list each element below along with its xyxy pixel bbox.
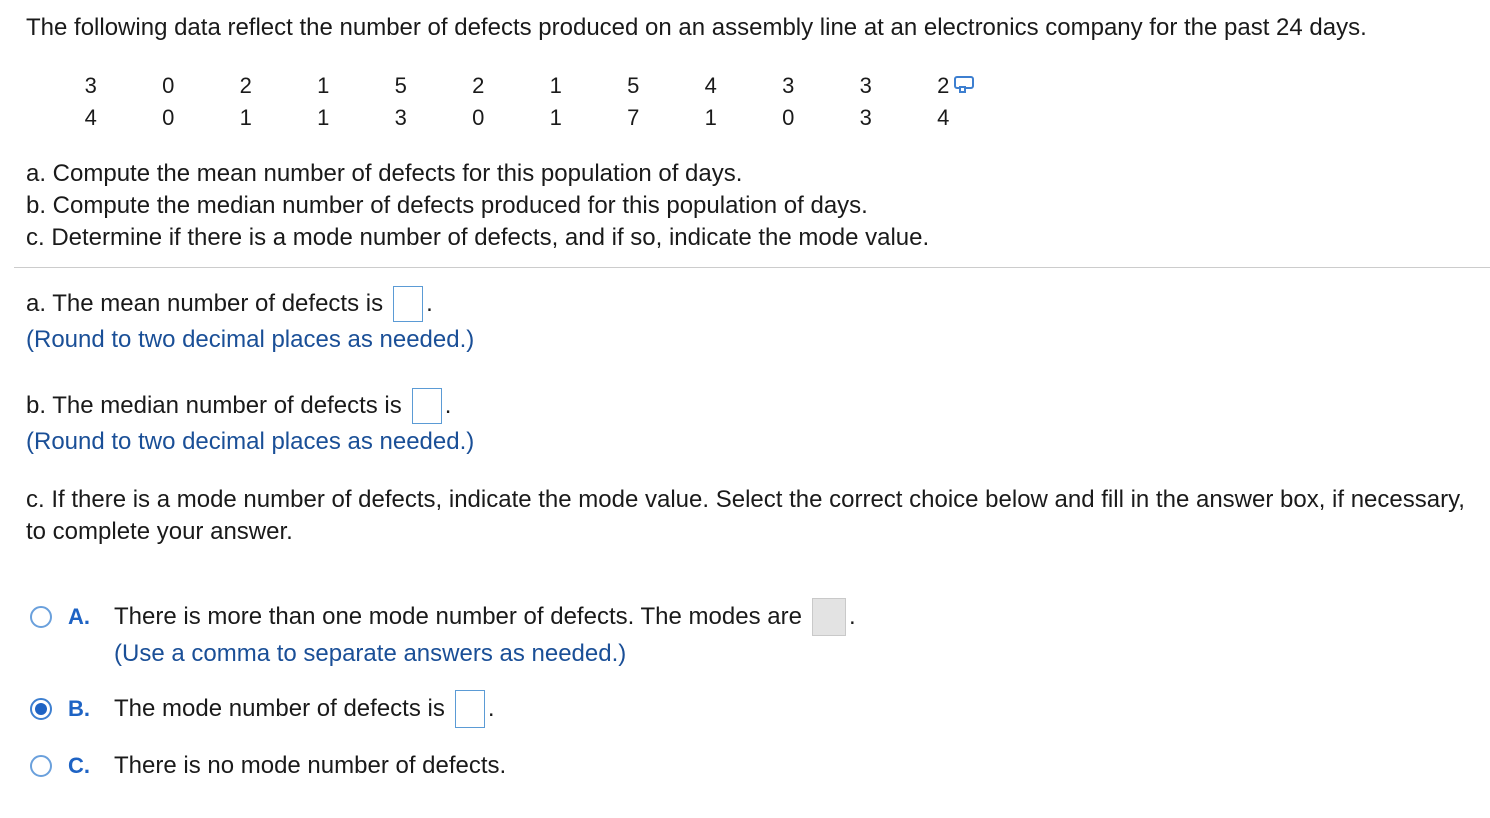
data-cell: 3 <box>782 73 795 98</box>
choice-b[interactable] <box>30 690 495 728</box>
data-cell: 3 <box>859 105 872 130</box>
question-c: c. Determine if there is a mode number of defects, and if so, indicate the mode value. <box>26 224 930 251</box>
data-cell: 1 <box>239 105 252 130</box>
choice-a[interactable] <box>30 598 856 636</box>
data-cell: 0 <box>162 73 175 98</box>
modes-input[interactable] <box>812 598 846 636</box>
choice-b-letter: B. <box>68 696 90 721</box>
data-row <box>52 102 982 134</box>
choice-a-radio[interactable] <box>30 606 52 628</box>
choice-b-text: The mode number of defects is <box>114 695 445 722</box>
data-cell: 0 <box>782 105 795 130</box>
data-table-body <box>52 70 982 134</box>
median-input[interactable] <box>412 388 442 424</box>
choice-b-text-row <box>114 690 495 728</box>
mean-hint: (Round to two decimal places as needed.) <box>26 326 475 353</box>
problem-intro: The following data reflect the number of defects produced on an assembly line at an electronics company for the past 24 days. <box>26 14 1367 41</box>
mode-input[interactable] <box>455 690 485 728</box>
data-cell: 2 <box>239 73 252 98</box>
data-cell: 1 <box>549 73 562 98</box>
part-c-prompt: c. If there is a mode number of defects, indicate the mode value. Select the correct choice below and fill in the answer box, if necessary, to complete your answer. <box>26 486 1465 545</box>
data-cell: 0 <box>472 105 485 130</box>
data-cell: 4 <box>84 105 97 130</box>
choice-c[interactable] <box>30 752 506 780</box>
choice-b-radio[interactable] <box>30 698 52 720</box>
mean-period: . <box>426 290 433 317</box>
choice-c-text-row <box>114 752 506 780</box>
data-cell: 4 <box>937 105 950 130</box>
defects-data-table <box>52 70 982 134</box>
data-cell: 3 <box>859 73 872 98</box>
data-cell: 1 <box>317 73 330 98</box>
question-a: a. Compute the mean number of defects for this population of days. <box>26 160 743 187</box>
mean-label: a. The mean number of defects is <box>26 290 384 317</box>
data-cell: 0 <box>162 105 175 130</box>
median-period: . <box>444 392 452 419</box>
data-row <box>52 70 982 102</box>
choice-c-text: There is no mode number of defects. <box>114 752 507 779</box>
data-cell: 5 <box>394 73 407 98</box>
data-cell: 1 <box>549 105 562 130</box>
question-b: b. Compute the median number of defects produced for this population of days. <box>26 192 868 219</box>
median-label: b. The median number of defects is <box>26 392 402 419</box>
choice-c-letter: C. <box>68 753 90 778</box>
choice-b-period: . <box>487 695 495 722</box>
question-list <box>26 158 929 254</box>
data-cell: 5 <box>627 73 640 98</box>
choice-c-radio[interactable] <box>30 755 52 777</box>
data-cell: 2 <box>472 73 485 98</box>
copy-data-icon[interactable] <box>954 76 976 94</box>
mean-input[interactable] <box>393 286 423 322</box>
choice-a-text: There is more than one mode number of defects. The modes are <box>114 603 802 630</box>
data-cell: 2 <box>937 73 950 98</box>
data-cell: 7 <box>627 105 640 130</box>
data-cell: 1 <box>317 105 330 130</box>
data-cell: 3 <box>84 73 97 98</box>
choice-a-text-row <box>114 598 856 636</box>
data-cell: 1 <box>704 105 717 130</box>
mean-answer-row <box>26 286 433 322</box>
data-cell: 3 <box>394 105 407 130</box>
choice-a-letter: A. <box>68 604 90 629</box>
data-cell: 4 <box>704 73 717 98</box>
median-answer-row <box>26 388 451 424</box>
choice-a-period: . <box>848 603 856 630</box>
choice-a-hint: (Use a comma to separate answers as needed.) <box>114 640 627 667</box>
section-divider <box>14 267 1490 268</box>
median-hint: (Round to two decimal places as needed.) <box>26 428 475 455</box>
